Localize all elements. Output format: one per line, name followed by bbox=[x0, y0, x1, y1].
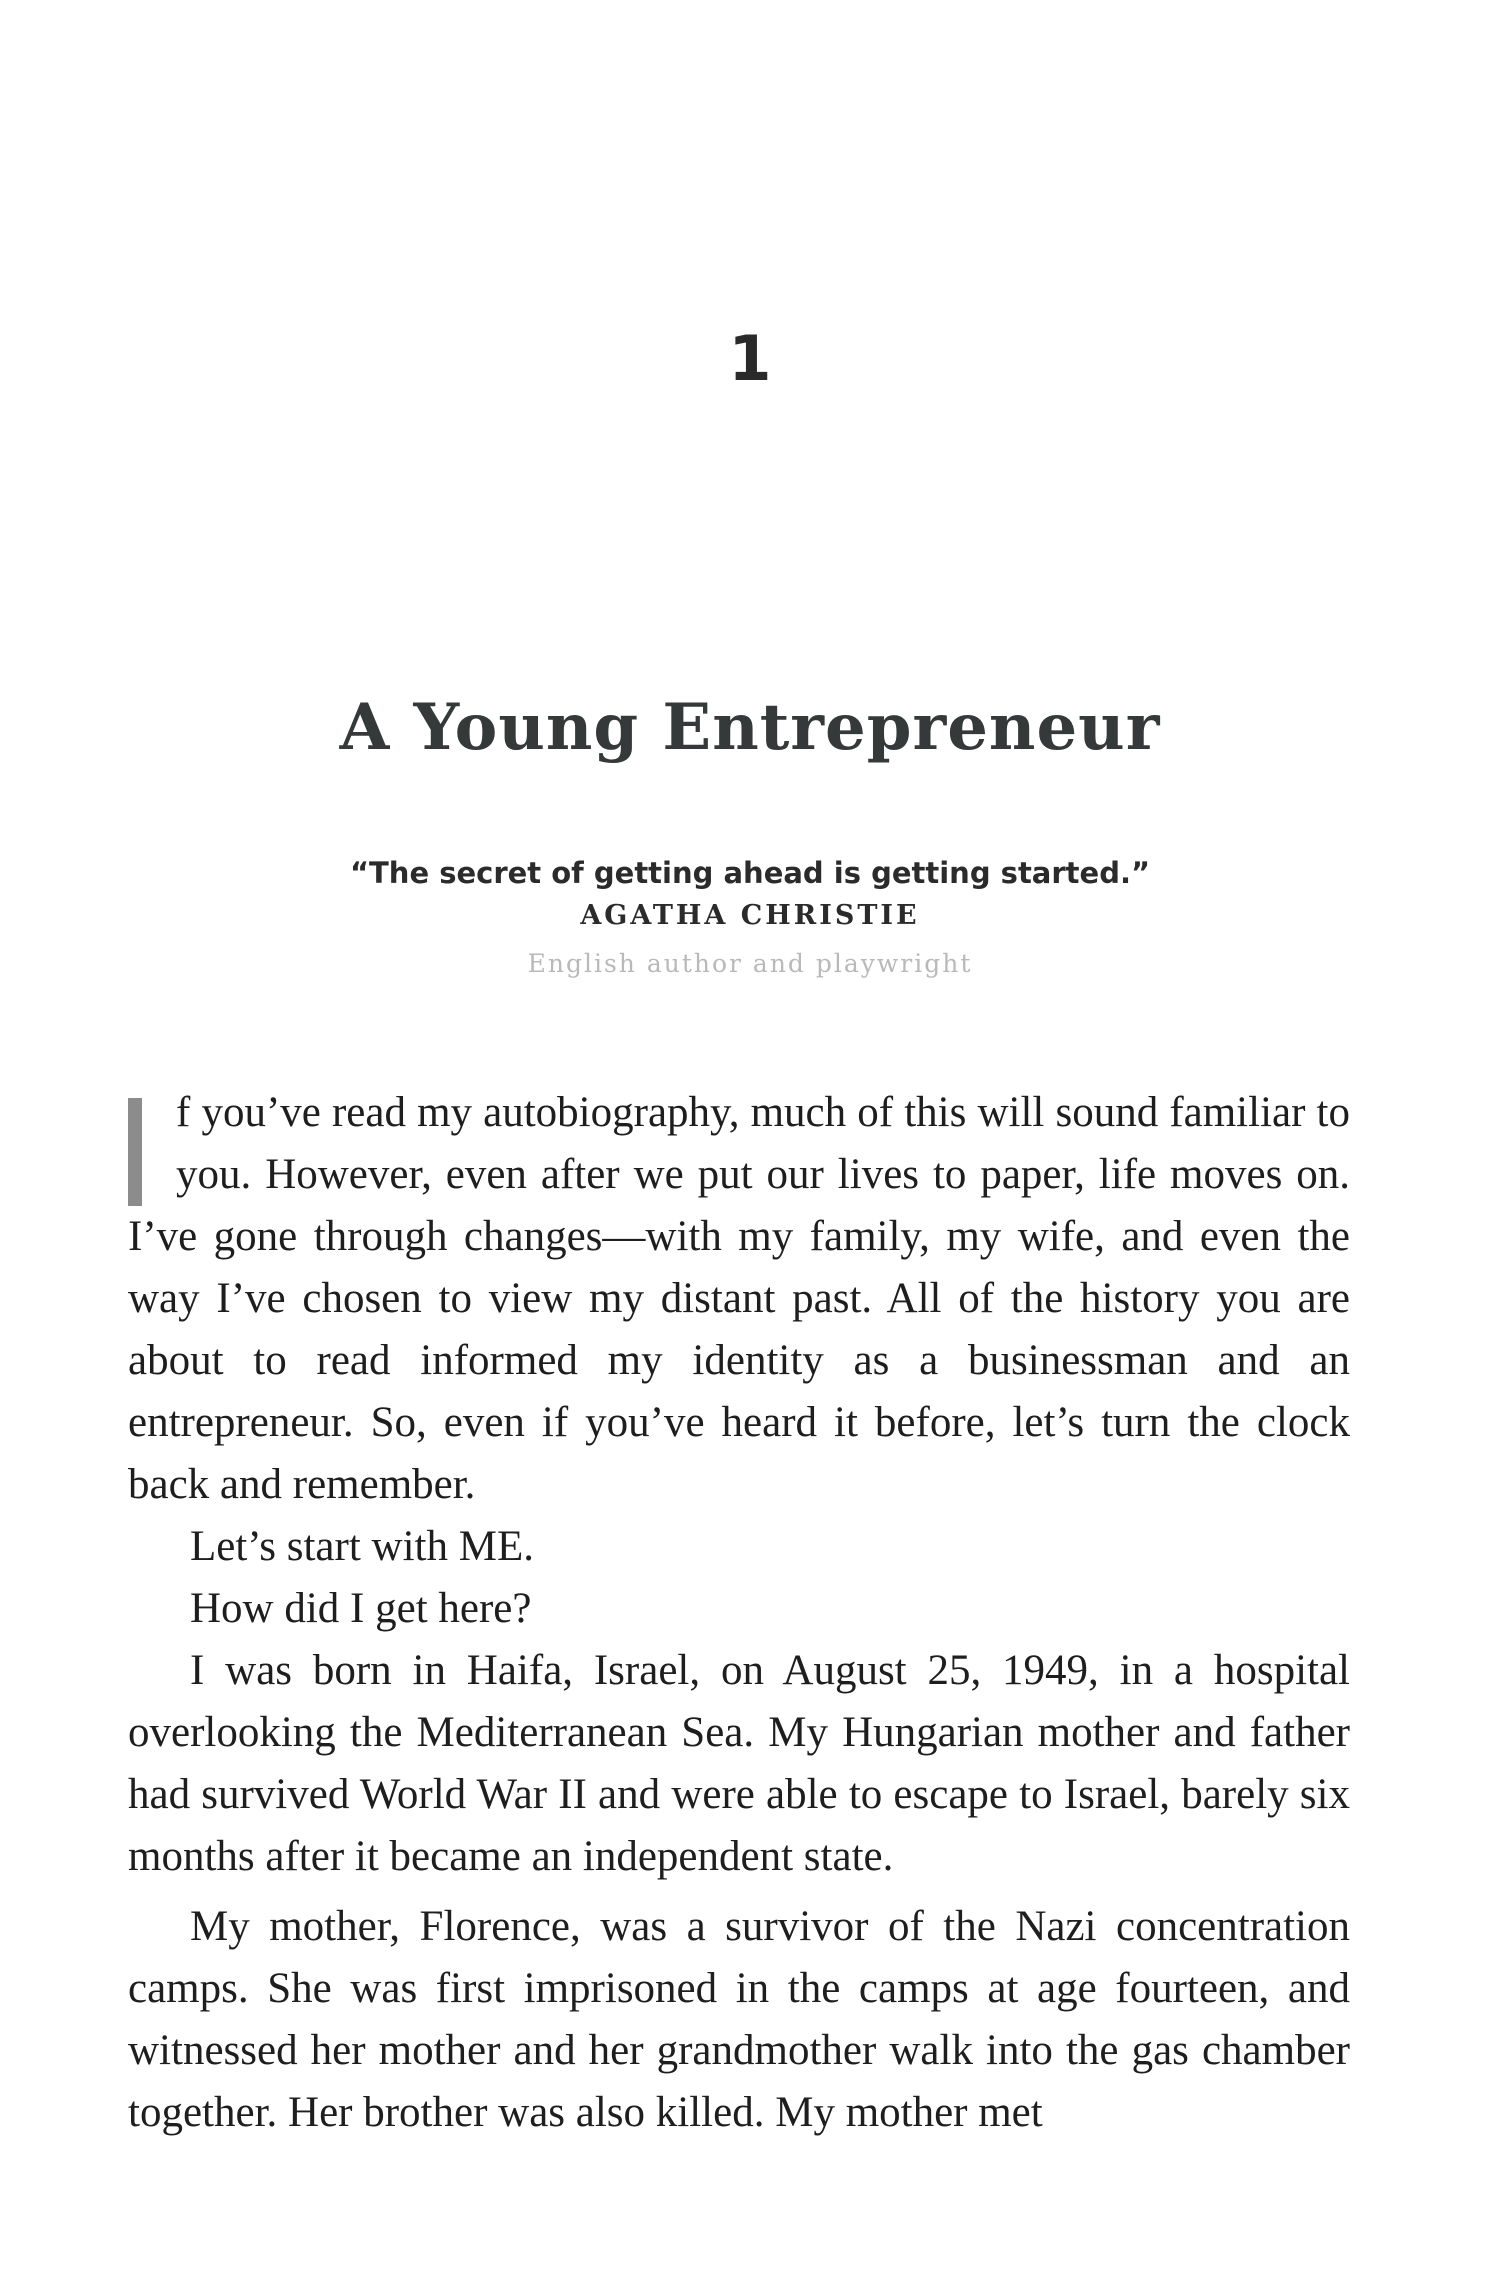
epigraph-role: English author and playwright bbox=[527, 949, 973, 978]
chapter-title: A Young Entrepreneur bbox=[339, 690, 1161, 765]
paragraph-4: I was born in Haifa, Israel, on August 25, 1949, in a hospital overlooking the Mediterranean Sea. My Hungarian mother and father had survived World War II and were able to escape to Israel, barely six months after it became an independent state. bbox=[128, 1647, 1350, 1880]
chapter-number: 1 bbox=[728, 322, 772, 395]
paragraph-2: Let’s start with ME. bbox=[190, 1523, 534, 1570]
paragraph-5: My mother, Florence, was a survivor of the Nazi concentration camps. She was first imprisoned in the camps at age fourteen, and witnessed her mother and her grandmother walk into the gas chamber together. Her brother was also killed. My mother met bbox=[128, 1903, 1350, 2136]
paragraph-1-text: f you’ve read my autobiography, much of this will sound familiar to you. However, even after we put our lives to paper, life moves on. I’ve gone through changes—with my family, my wife, and even the way I’ve chosen to view my distant past. All of the history you are about to read informed my identity as a businessman and an entrepreneur. So, even if you’ve heard it before, let’s turn the clock back and remember. bbox=[128, 1089, 1350, 1508]
epigraph bbox=[0, 852, 1500, 990]
epigraph-quote: “The secret of getting ahead is getting started.” bbox=[349, 856, 1151, 890]
drop-cap bbox=[128, 1098, 142, 1206]
epigraph-author: AGATHA CHRISTIE bbox=[580, 900, 920, 931]
paragraph-3: How did I get here? bbox=[190, 1585, 532, 1632]
body-text bbox=[128, 1082, 1350, 2144]
paragraph-1 bbox=[128, 1082, 1350, 1516]
